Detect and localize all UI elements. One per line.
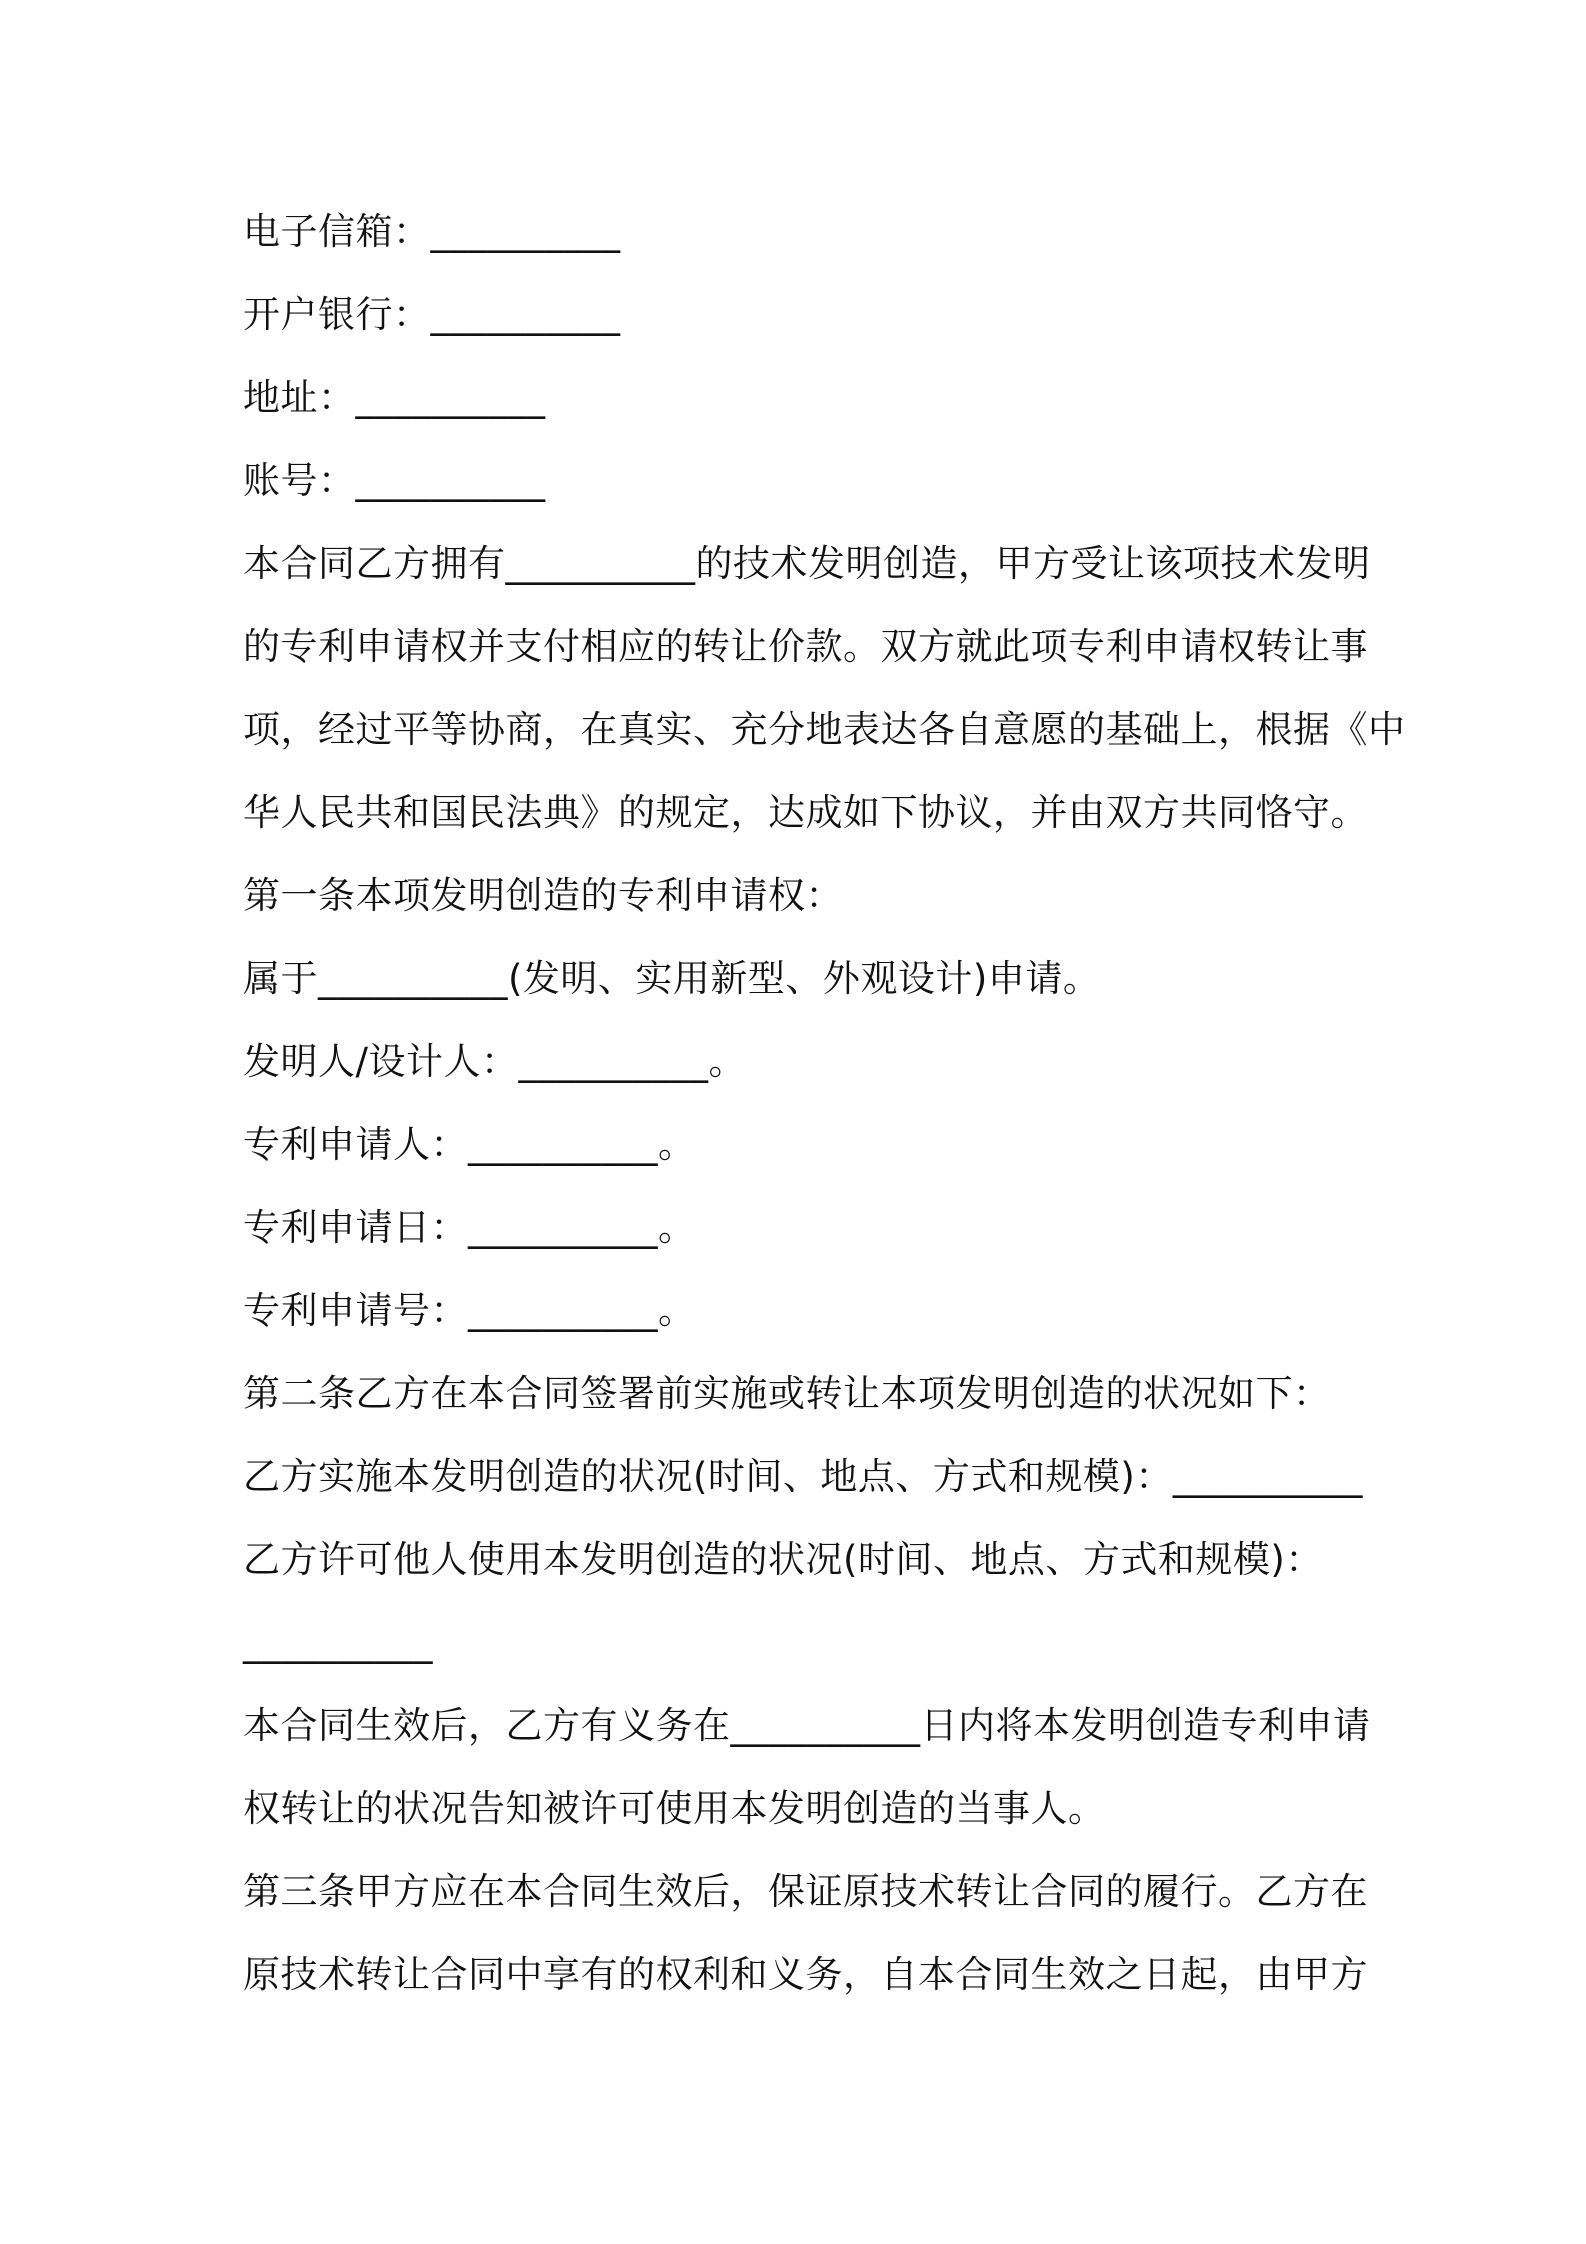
- license-status-blank: __________: [243, 1621, 433, 1664]
- account-line: 账号：__________: [243, 459, 546, 502]
- email-line: 电子信箱：__________: [243, 210, 621, 253]
- article-1-heading: 第一条本项发明创造的专利申请权：: [243, 874, 843, 917]
- preamble-line-4: 华人民共和国民法典》的规定，达成如下协议，并由双方共同恪守。: [243, 791, 1368, 834]
- notice-line-2: 权转让的状况告知被许可使用本发明创造的当事人。: [243, 1787, 1106, 1830]
- license-status-line: 乙方许可他人使用本发明创造的状况(时间、地点、方式和规模)：: [243, 1538, 1323, 1581]
- notice-paragraph: [243, 1684, 1371, 1850]
- article-3-line-2: 原技术转让合同中享有的权利和义务，自本合同生效之日起，由甲方: [243, 1953, 1368, 1996]
- application-number-line: 专利申请号：__________。: [243, 1289, 696, 1332]
- address-line: 地址：__________: [243, 376, 546, 419]
- article-3-paragraph: [243, 1850, 1368, 2016]
- article-2-heading: 第二条乙方在本合同签署前实施或转让本项发明创造的状况如下：: [243, 1372, 1331, 1415]
- document-body: [243, 190, 1406, 2016]
- article-3-line-1: 第三条甲方应在本合同生效后，保证原技术转让合同的履行。乙方在: [243, 1870, 1368, 1913]
- preamble-line-1: 本合同乙方拥有__________的技术发明创造，甲方受让该项技术发明: [243, 542, 1371, 585]
- application-date-line: 专利申请日：__________。: [243, 1206, 696, 1249]
- preamble-line-3: 项，经过平等协商，在真实、充分地表达各自意愿的基础上，根据《中: [243, 708, 1406, 751]
- implementation-status-line: 乙方实施本发明创造的状况(时间、地点、方式和规模)：__________: [243, 1455, 1363, 1498]
- notice-line-1: 本合同生效后，乙方有义务在__________日内将本发明创造专利申请: [243, 1704, 1371, 1747]
- bank-line: 开户银行：__________: [243, 293, 621, 336]
- patent-type-line: 属于__________(发明、实用新型、外观设计)申请。: [243, 957, 1101, 1000]
- preamble-paragraph: [243, 522, 1406, 854]
- preamble-line-2: 的专利申请权并支付相应的转让价款。双方就此项专利申请权转让事: [243, 625, 1368, 668]
- inventor-line: 发明人/设计人：__________。: [243, 1040, 746, 1083]
- applicant-line: 专利申请人：__________。: [243, 1123, 696, 1166]
